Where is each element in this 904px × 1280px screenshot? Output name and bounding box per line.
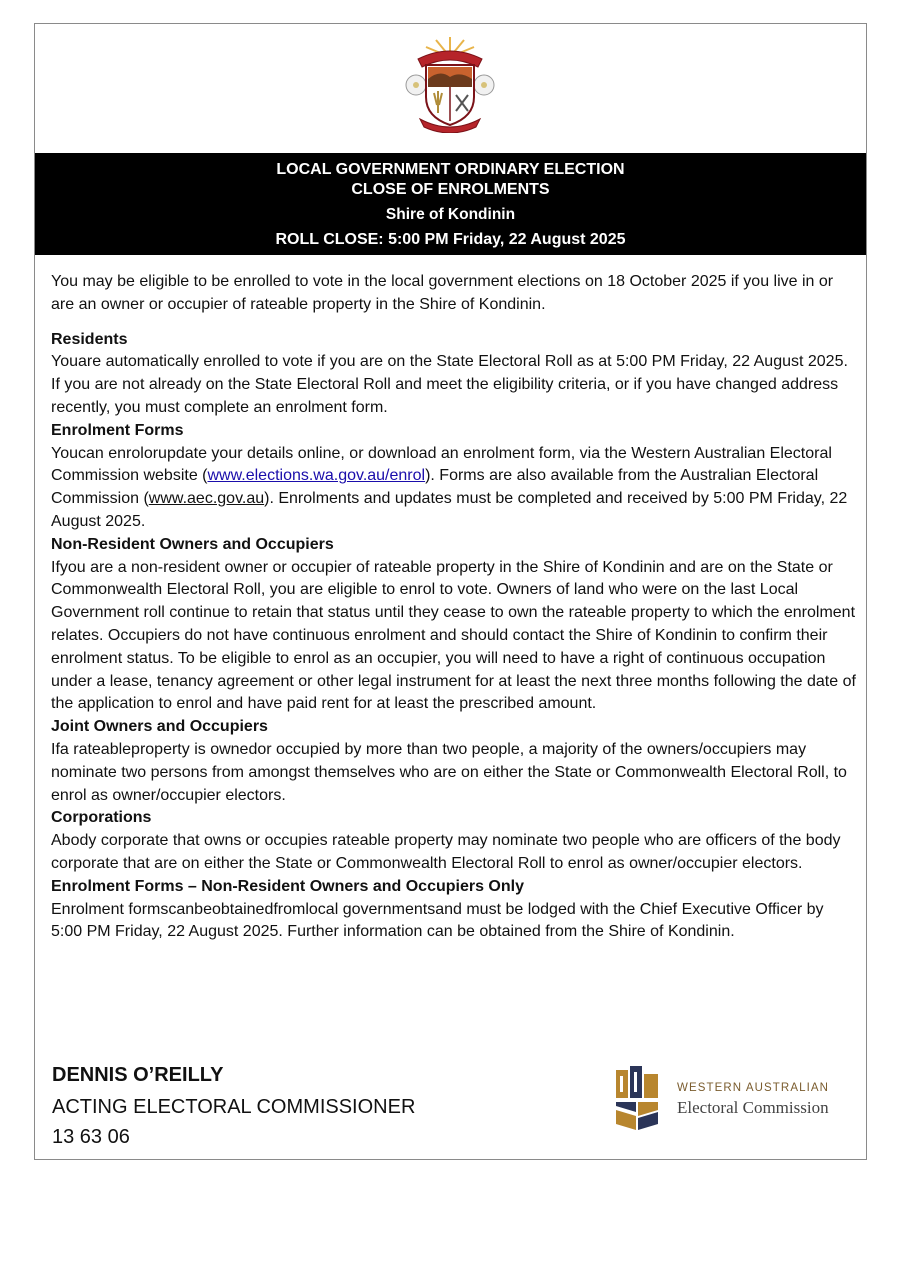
enrolment-forms-paragraph [51,443,857,534]
intro-paragraph: You may be eligible to be enrolled to vote in the local government elections on 18 October 2025 if you live in or are an owner or occupier of rateable property in the Shire of Kondinin. [51,273,834,313]
nonresident-forms-paragraph: Enrolment formscanbeobtainedfromlocal governmentsand must be lodged with the Chief Executive Officer by 5:00 PM Friday, 22 August 2025. Further information can be obtained from the Shire of Kondinin. [51,900,824,941]
residents-paragraph: Youare automatically enrolled to vote if you are on the State Electoral Roll as at 5:00 PM Friday, 22 August 2025. If you are not already on the State Electoral Roll and meet the eligibility criteria, or if you have changed address recently, you must complete an enrolment form. [51,353,848,416]
banner-roll-close: ROLL CLOSE: 5:00 PM Friday, 22 August 2025 [275,231,626,248]
contact-phone: 13 63 06 [52,1126,130,1148]
nonresident-forms-heading: Enrolment Forms – Non-Resident Owners and Occupiers Only [51,877,524,895]
banner-shire-name: Shire of Kondinin [385,206,516,223]
corporations-paragraph: Abody corporate that owns or occupies rateable property may nominate two people who are officers of the body corporate that are on either the State or Commonwealth Electoral Roll to enrol as owner/occupier electors. [51,832,841,872]
waec-emblem-icon [616,1066,660,1130]
banner-subtitle: CLOSE OF ENROLMENTS [351,181,550,198]
banner-title: LOCAL GOVERNMENT ORDINARY ELECTION [276,161,625,178]
commissioner-title: ACTING ELECTORAL COMMISSIONER [52,1096,416,1118]
aec-link[interactable]: www.aec.gov.au [148,490,265,508]
waec-logo-line2: Electoral Commission [677,1098,829,1117]
commissioner-name: DENNIS O’REILLY [52,1064,224,1086]
residents-heading: Residents [51,330,128,348]
non-resident-paragraph: Ifyou are a non-resident owner or occupier of rateable property in the Shire of Kondinin and are on the State or Commonwealth Electoral Roll, you are eligible to enrol to vote. Owners of land who were on the last Local Government roll continue to retain that status until they cease to own the rateable property to which the enrolment relates. Occupiers do not have continuous enrolment and should contact the Shire of Kondinin to confirm their enrolment status. To be eligible to enrol as an occupier, you will need to have a right of continuous occupation under a lease, tenancy agreement or other legal instrument for at least the next three months following the date of the application to enrol and have paid rent for at least the prescribed amount. [51,558,856,713]
enrolment-forms-text-3: ). Enrolments and updates must be completed and received by 5:00 PM Friday, 22 August 2025. [51,490,848,530]
header-banner [35,153,866,255]
corporations-heading: Corporations [51,809,152,827]
notice-body [51,271,857,944]
joint-owners-heading: Joint Owners and Occupiers [51,718,268,736]
enrolment-forms-text-1: Youcan enrolorupdate your details online, or download an enrolment form, via the Western Australian Electoral Commission website ( [51,444,832,485]
non-resident-heading: Non-Resident Owners and Occupiers [51,535,334,553]
waec-logo [616,1066,856,1130]
enrolment-forms-text-2: ). Forms are also available from the Australian Electoral Commission ( [51,467,819,508]
signature-block [52,1062,415,1152]
shire-crest-logo [404,35,496,133]
joint-owners-paragraph: Ifa rateableproperty is ownedor occupied by more than two people, a majority of the owners/occupiers may nominate two persons from amongst themselves who are on either the State or Commonwealth Electoral Roll, to enrol as owner/occupier electors. [51,740,847,804]
enrolment-forms-heading: Enrolment Forms [51,421,184,439]
waec-enrol-link[interactable]: www.elections.wa.gov.au/enrol [207,467,426,485]
waec-logo-line1: WESTERN AUSTRALIAN [677,1082,830,1094]
